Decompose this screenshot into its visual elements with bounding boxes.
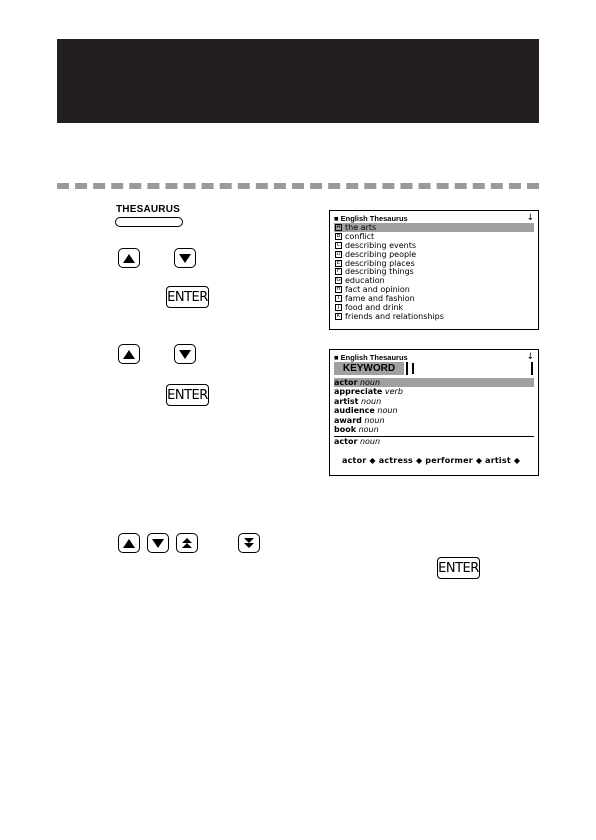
category-letter: K (336, 312, 341, 319)
category-label: describing places (345, 258, 415, 268)
keyword-word: book (334, 424, 357, 434)
keyword-pos: noun (358, 396, 382, 406)
enter-key-icon: ENTER (437, 557, 480, 579)
page-down-key-icon (238, 533, 260, 553)
keyword-item[interactable] (334, 387, 534, 396)
category-item[interactable] (334, 312, 534, 321)
category-label: friends and relationships (345, 311, 444, 321)
section-header-band (57, 39, 539, 123)
down-arrow-key-icon (174, 248, 196, 268)
keyword-item[interactable] (334, 406, 534, 415)
enter-key-icon: ENTER (166, 384, 209, 406)
dashed-divider (57, 183, 539, 189)
category-item[interactable] (334, 276, 534, 285)
category-label: education (345, 276, 385, 286)
keyword-word: audience (334, 406, 375, 416)
category-label: fact and opinion (345, 285, 410, 295)
keyword-pos: verb (382, 387, 403, 397)
category-letter: F (336, 268, 341, 275)
down-arrow-key-icon (174, 344, 196, 364)
category-label: describing people (345, 249, 417, 259)
thesaurus-key-icon (104, 204, 192, 230)
enter-key-icon: ENTER (166, 286, 209, 308)
screen-title: ■ English Thesaurus (334, 214, 408, 223)
scroll-down-indicator-icon: ↓ (526, 213, 534, 223)
thesaurus-key-cap (115, 217, 183, 227)
thesaurus-keyword-screen (329, 349, 539, 476)
category-letter: A (336, 224, 341, 230)
category-label: the arts (345, 223, 377, 232)
category-item[interactable] (334, 241, 534, 250)
thesaurus-category-screen (329, 210, 539, 330)
category-label: conflict (345, 231, 375, 241)
down-arrow-key-icon (147, 533, 169, 553)
category-item[interactable] (334, 285, 534, 294)
category-label: describing things (345, 267, 414, 277)
category-label: food and drink (345, 303, 404, 313)
keyword-word: artist (334, 396, 359, 406)
keyword-pos: noun (356, 424, 379, 434)
thesaurus-key-label: THESAURUS (115, 204, 181, 215)
keyword-list (334, 378, 534, 434)
keyword-item[interactable] (334, 416, 534, 425)
keyword-input[interactable] (406, 362, 533, 375)
keyword-word: appreciate (334, 387, 383, 397)
definition-heading (334, 437, 380, 446)
up-arrow-key-icon (118, 344, 140, 364)
category-label: describing events (345, 240, 417, 250)
keyword-label: KEYWORD (334, 362, 404, 375)
scroll-down-indicator-icon: ↓ (526, 352, 534, 362)
category-item[interactable] (334, 232, 534, 241)
category-item[interactable] (334, 223, 534, 232)
category-letter: D (336, 250, 341, 257)
definition-pos: noun (359, 437, 381, 446)
keyword-pos: noun (374, 406, 398, 416)
keyword-item[interactable] (334, 425, 534, 434)
category-letter: B (336, 232, 341, 239)
category-item[interactable] (334, 303, 534, 312)
keyword-pos: noun (361, 415, 385, 425)
page-up-key-icon (176, 533, 198, 553)
category-item[interactable] (334, 294, 534, 303)
keyword-pos: noun (357, 378, 381, 387)
keyword-item[interactable] (334, 397, 534, 406)
definition-word: actor (334, 437, 358, 446)
keyword-word: actor (334, 378, 358, 387)
category-item[interactable] (334, 267, 534, 276)
up-arrow-key-icon (118, 533, 140, 553)
up-arrow-key-icon (118, 248, 140, 268)
category-item[interactable] (334, 250, 534, 259)
category-letter: J (335, 304, 342, 311)
category-label: fame and fashion (345, 294, 415, 304)
category-letter: G (336, 277, 341, 284)
text-cursor (412, 363, 414, 374)
category-item[interactable] (334, 259, 534, 268)
category-letter: H (336, 286, 341, 293)
category-letter: C (336, 241, 341, 248)
keyword-row (334, 362, 534, 376)
keyword-item[interactable] (334, 378, 534, 387)
keyword-word: award (334, 415, 362, 425)
category-list (334, 223, 534, 321)
category-letter: E (336, 259, 341, 266)
category-letter: I (335, 295, 342, 302)
screen-title: ■ English Thesaurus (334, 353, 408, 362)
synonym-line: actor ◆ actress ◆ performer ◆ artist ◆ (342, 456, 521, 465)
